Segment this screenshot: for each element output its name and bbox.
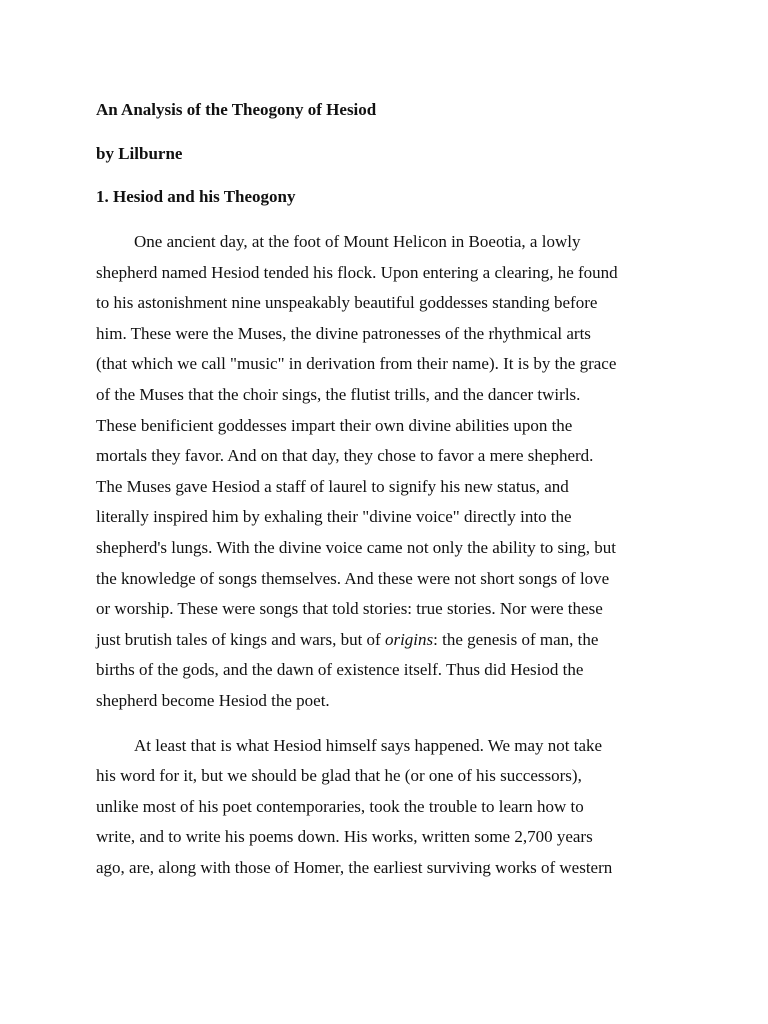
text-segment: : the genesis of man, the (433, 629, 599, 649)
text-line: (that which we call "music" in derivation from their name). It is by the grace (96, 354, 617, 374)
text-segment: just brutish tales of kings and wars, but of (96, 629, 385, 649)
section-heading: 1. Hesiod and his Theogony (96, 187, 296, 206)
document-body (96, 96, 676, 897)
emphasized-word: origins (384, 629, 434, 649)
text-line: or worship. These were songs that told stories: true stories. Nor were these (96, 599, 603, 619)
text-line: him. These were the Muses, the divine patronesses of the rhythmical arts (96, 323, 591, 343)
text-line: shepherd's lungs. With the divine voice came not only the ability to sing, but (96, 537, 617, 557)
document-title: An Analysis of the Theogony of Hesiod (96, 100, 377, 119)
text-line: his word for it, but we should be glad that he (or one of his successors), (96, 766, 582, 786)
text-line: births of the gods, and the dawn of existence itself. Thus did Hesiod the (96, 660, 584, 680)
text-line: shepherd become Hesiod the poet. (96, 690, 330, 710)
text-line: of the Muses that the choir sings, the flutist trills, and the dancer twirls. (96, 384, 581, 404)
text-line: These benificient goddesses impart their own divine abilities upon the (96, 415, 573, 435)
text-line: shepherd named Hesiod tended his flock. Upon entering a clearing, he found (96, 262, 618, 282)
text-line: ago, are, along with those of Homer, the earliest surviving works of western (96, 857, 613, 877)
paragraph-1 (96, 227, 676, 717)
document-author: by Lilburne (96, 144, 183, 163)
text-line: the knowledge of songs themselves. And these were not short songs of love (96, 568, 610, 588)
text-line: One ancient day, at the foot of Mount Helicon in Boeotia, a lowly (134, 232, 581, 251)
paragraph-2 (96, 731, 676, 884)
text-line: unlike most of his poet contemporaries, took the trouble to learn how to (96, 796, 584, 816)
text-line-with-emphasis (96, 625, 676, 656)
text-line: The Muses gave Hesiod a staff of laurel to signify his new status, and (96, 476, 569, 496)
text-line: to his astonishment nine unspeakably beautiful goddesses standing before (96, 293, 598, 313)
text-line: write, and to write his poems down. His works, written some 2,700 years (96, 827, 593, 847)
text-line: literally inspired him by exhaling their "divine voice" directly into the (96, 507, 572, 527)
text-line: At least that is what Hesiod himself says happened. We may not take (134, 735, 603, 755)
text-line: mortals they favor. And on that day, they chose to favor a mere shepherd. (96, 446, 594, 466)
